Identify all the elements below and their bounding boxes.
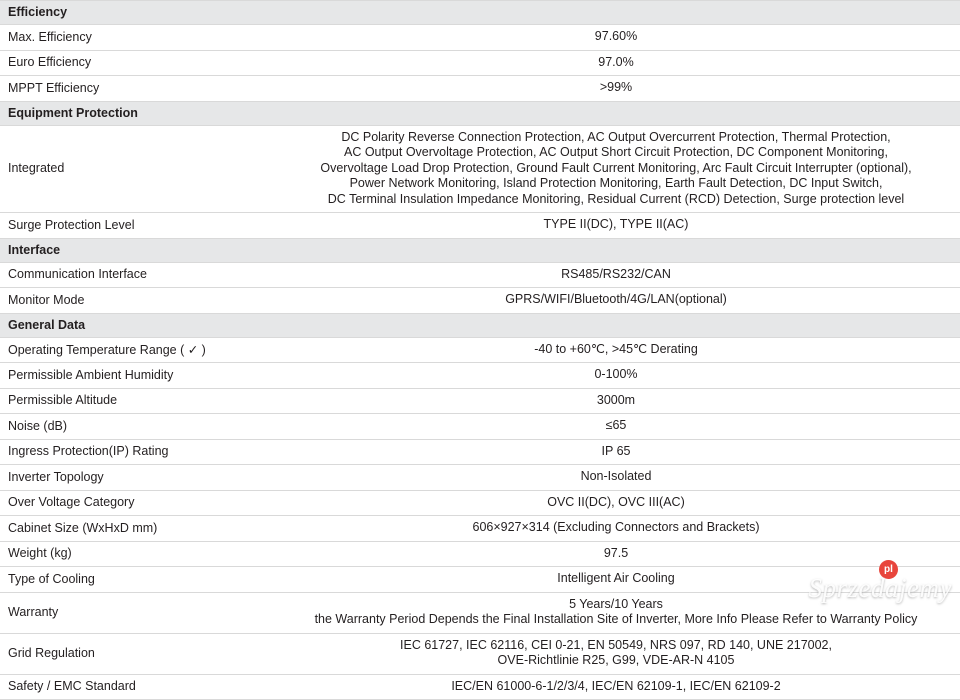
value-cell	[272, 592, 960, 633]
specifications-table-body	[0, 1, 960, 700]
table-row	[0, 125, 960, 213]
value-cell	[272, 337, 960, 363]
spec-label: Surge Protection Level	[8, 217, 135, 232]
spec-value: TYPE II(DC), TYPE II(AC)	[543, 217, 689, 231]
table-row	[0, 25, 960, 51]
label-cell	[0, 363, 272, 389]
value-cell	[272, 490, 960, 516]
value-cell	[272, 633, 960, 674]
table-row	[0, 541, 960, 567]
label-cell	[0, 1, 272, 25]
label-cell	[0, 592, 272, 633]
table-row	[0, 567, 960, 593]
table-row	[0, 516, 960, 542]
value-cell	[272, 567, 960, 593]
spec-label: MPPT Efficiency	[8, 80, 100, 95]
spec-value: GPRS/WIFI/Bluetooth/4G/LAN(optional)	[505, 292, 727, 306]
label-cell	[0, 439, 272, 465]
table-row	[0, 363, 960, 389]
spec-value: 606×927×314 (Excluding Connectors and Brackets)	[472, 520, 760, 534]
value-cell	[272, 1, 960, 25]
value-cell	[272, 213, 960, 239]
watermark-text: Sprzedajemy	[808, 573, 952, 603]
section-title: Efficiency	[8, 5, 68, 19]
label-cell	[0, 414, 272, 440]
spec-value: IP 65	[601, 443, 631, 458]
table-row	[0, 674, 960, 700]
value-cell	[272, 25, 960, 51]
spec-label: Type of Cooling	[8, 571, 95, 586]
spec-label: Euro Efficiency	[8, 55, 92, 70]
spec-value: IEC 61727, IEC 62116, CEI 0-21, EN 50549, NRS 097, RD 140, UNE 217002, OVE-Richtlinie R25, G99, VDE-AR-N 4105	[400, 637, 832, 667]
table-row	[0, 633, 960, 674]
label-cell	[0, 388, 272, 414]
spec-value: 97.60%	[594, 29, 638, 43]
value-cell	[272, 388, 960, 414]
value-cell	[272, 516, 960, 542]
section-header-row	[0, 101, 960, 125]
label-cell	[0, 50, 272, 76]
spec-value: ≤65	[605, 418, 627, 432]
section-header-row	[0, 1, 960, 25]
spec-label: Inverter Topology	[8, 469, 104, 484]
label-cell	[0, 213, 272, 239]
spec-value	[272, 246, 960, 255]
spec-label: Ingress Protection(IP) Rating	[8, 444, 169, 459]
spec-value	[272, 321, 960, 330]
section-header-row	[0, 313, 960, 337]
spec-value: 97.0%	[598, 54, 634, 69]
value-cell	[272, 76, 960, 102]
spec-label: Warranty	[8, 605, 59, 619]
spec-value: Intelligent Air Cooling	[557, 571, 675, 585]
spec-value	[272, 109, 960, 118]
table-row	[0, 388, 960, 414]
value-cell	[272, 414, 960, 440]
table-row	[0, 213, 960, 239]
table-row	[0, 288, 960, 314]
section-header-row	[0, 238, 960, 262]
value-cell	[272, 541, 960, 567]
label-cell	[0, 76, 272, 102]
spec-value: >99%	[599, 80, 633, 94]
spec-value: IEC/EN 61000-6-1/2/3/4, IEC/EN 62109-1, IEC/EN 62109-2	[451, 678, 781, 693]
table-row	[0, 50, 960, 76]
spec-label: Monitor Mode	[8, 292, 85, 307]
watermark-badge-icon: pl	[879, 560, 898, 579]
spec-value: 3000m	[596, 392, 636, 407]
spec-label: Over Voltage Category	[8, 495, 135, 510]
label-cell	[0, 465, 272, 491]
section-title: General Data	[8, 317, 86, 332]
label-cell	[0, 674, 272, 700]
section-title: Equipment Protection	[8, 105, 138, 120]
spec-value	[272, 8, 960, 17]
label-cell	[0, 288, 272, 314]
label-cell	[0, 541, 272, 567]
table-row	[0, 490, 960, 516]
label-cell	[0, 25, 272, 51]
spec-label: Integrated	[8, 161, 65, 176]
spec-label: Weight (kg)	[8, 546, 72, 561]
value-cell	[272, 363, 960, 389]
spec-value: DC Polarity Reverse Connection Protection, AC Output Overcurrent Protection, Thermal Protection, AC Output Overvoltage Protection, AC Output Short Circuit Protection, DC Component Monitoring, Overvoltage Load Drop Protection, Ground Fault Current Monitoring, Arc Fault Circuit Interrupter (optional), Power Network Monitoring, Island Protection Monitoring, Earth Fault Detection, DC Input Switch, DC Terminal Insulation Impedance Monitoring, Residual Current (RCD) Detection, Surge protection level	[320, 129, 912, 206]
label-cell	[0, 125, 272, 213]
table-row	[0, 262, 960, 288]
table-row	[0, 592, 960, 633]
value-cell	[272, 439, 960, 465]
spec-value: -40 to +60℃, >45℃ Derating	[534, 341, 698, 356]
table-row	[0, 414, 960, 440]
label-cell	[0, 490, 272, 516]
spec-label: Noise (dB)	[8, 418, 68, 433]
spec-label: Communication Interface	[8, 267, 147, 282]
spec-value: RS485/RS232/CAN	[561, 266, 671, 281]
spec-label: Operating Temperature Range ( ✓ )	[8, 342, 206, 357]
spec-label: Grid Regulation	[8, 646, 95, 660]
table-row	[0, 76, 960, 102]
spec-value: 0-100%	[594, 367, 638, 381]
section-title: Interface	[8, 242, 61, 257]
label-cell	[0, 516, 272, 542]
value-cell	[272, 674, 960, 700]
label-cell	[0, 337, 272, 363]
value-cell	[272, 465, 960, 491]
value-cell	[272, 238, 960, 262]
value-cell	[272, 262, 960, 288]
label-cell	[0, 262, 272, 288]
value-cell	[272, 50, 960, 76]
label-cell	[0, 238, 272, 262]
spec-label: Max. Efficiency	[8, 29, 92, 44]
value-cell	[272, 313, 960, 337]
spec-label: Cabinet Size (WxHxD mm)	[8, 520, 158, 535]
label-cell	[0, 101, 272, 125]
spec-value: Non-Isolated	[580, 469, 652, 483]
value-cell	[272, 125, 960, 213]
table-row	[0, 439, 960, 465]
spec-label: Safety / EMC Standard	[8, 679, 136, 694]
spec-value: OVC II(DC), OVC III(AC)	[547, 494, 685, 509]
spec-label: Permissible Altitude	[8, 393, 118, 408]
label-cell	[0, 633, 272, 674]
spec-value: 5 Years/10 Years the Warranty Period Depends the Final Installation Site of Inverter, More Info Please Refer to Warranty Policy	[314, 596, 918, 626]
value-cell	[272, 101, 960, 125]
table-row	[0, 337, 960, 363]
spec-label: Permissible Ambient Humidity	[8, 367, 174, 382]
table-row	[0, 465, 960, 491]
label-cell	[0, 567, 272, 593]
value-cell	[272, 288, 960, 314]
spec-value: 97.5	[603, 545, 629, 560]
label-cell	[0, 313, 272, 337]
